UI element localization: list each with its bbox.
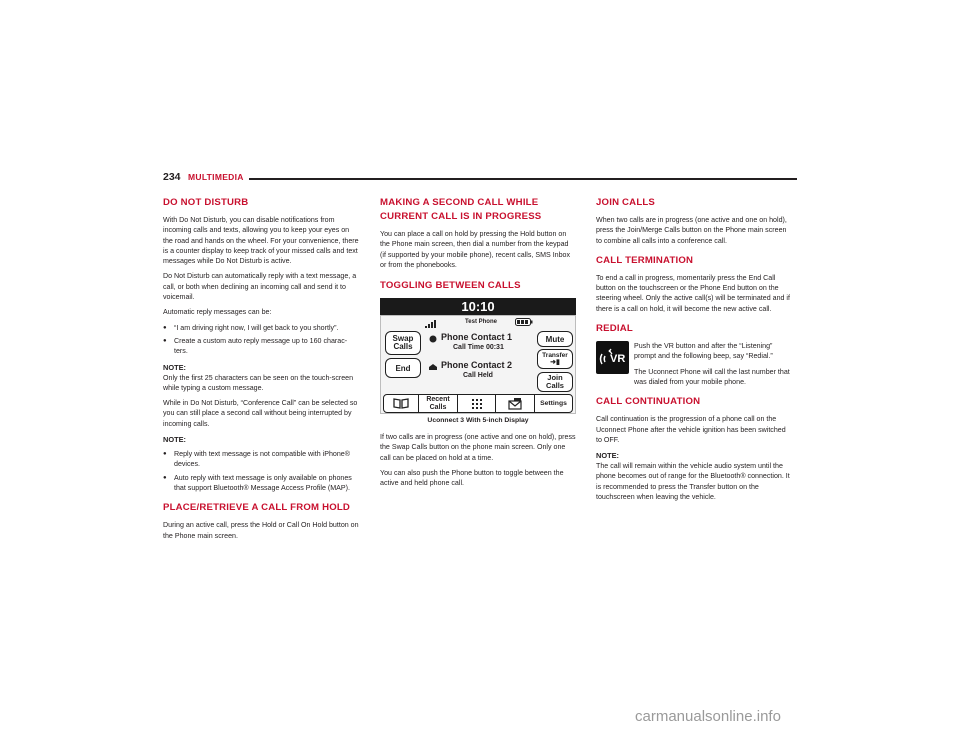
end-call-button[interactable]: End xyxy=(385,358,421,378)
watermark: carmanualsonline.info xyxy=(635,708,781,725)
redial-block xyxy=(596,341,792,387)
vr-button-icon xyxy=(596,341,629,374)
uconnect-screen-figure xyxy=(380,298,576,414)
redial-paragraph-1: Push the VR button and after the “Listening” prompt and the following beep, say “Redial.” xyxy=(634,342,773,361)
held-call-icon xyxy=(428,363,438,371)
toggle-heading: TOGGLING BETWEEN CALLS xyxy=(380,280,521,292)
page-number: 234 xyxy=(163,171,181,183)
page-header xyxy=(163,170,797,188)
phone-name: Test Phone xyxy=(465,319,497,326)
note-text: The call will remain within the vehicle audio system until the phone becomes out of range for the Bluetooth® connection. It is recommended to press the Transfer button on the touchscreen when leaving the vehicle. xyxy=(596,462,790,502)
vr-label: VR xyxy=(610,353,626,366)
settings-button[interactable]: Settings xyxy=(540,400,567,408)
screen-clock: 10:10 xyxy=(380,298,576,315)
dnd-paragraph-4: While in Do Not Disturb, “Conference Call” can be selected so you can still place a second call without being interrupted by incoming calls. xyxy=(163,399,358,428)
note-bullets xyxy=(163,449,359,493)
list-item: ● Auto reply with text message is only available on phones that support Bluetooth® Message Access Profile (MAP). xyxy=(163,473,359,494)
dnd-paragraph-3: Automatic reply messages can be: xyxy=(163,308,272,317)
column-1 xyxy=(163,196,359,546)
swap-calls-label: Swap Calls xyxy=(392,334,414,352)
note-label: NOTE: xyxy=(163,362,186,372)
dnd-paragraph-2: Do Not Disturb can automatically reply with a text message, a call, or both when declining an incoming call and send it to voicemail. xyxy=(163,272,357,302)
sms-envelope-icon xyxy=(508,398,522,410)
signal-icon xyxy=(425,320,437,328)
call-held-status: Call Held xyxy=(463,372,493,380)
mute-button[interactable]: Mute xyxy=(537,331,573,347)
call-termination-paragraph: To end a call in progress, momentarily press the End Call button on the touchscreen or the Phone End button on the steering wheel. Only the active call(s) will be terminated and if there is a call on hold, it will become the new active call. xyxy=(596,273,790,313)
call-time: Call Time 00:31 xyxy=(453,344,504,352)
redial-heading: REDIAL xyxy=(596,323,633,335)
contact-2-name: Phone Contact 2 xyxy=(441,360,513,371)
join-calls-paragraph: When two calls are in progress (one active and one on hold), press the Join/Merge Calls button on the Phone main screen to combine all calls into a conference call. xyxy=(596,216,787,245)
keypad-button[interactable] xyxy=(458,395,496,412)
join-calls-heading: JOIN CALLS xyxy=(596,197,656,208)
second-call-heading: MAKING A SECOND CALL WHILE CURRENT CALL IS IN PROGRESS xyxy=(380,197,542,222)
section-title: MULTIMEDIA xyxy=(188,172,244,182)
active-call-icon xyxy=(429,335,437,343)
dnd-bullets xyxy=(163,323,359,357)
redial-paragraph-2: The Uconnect Phone will call the last number that was dialed from your mobile phone. xyxy=(634,367,790,386)
dnd-paragraph-1: With Do Not Disturb, you can disable notifications from incoming calls and texts, allowing you to keep your eyes on the road and hands on the wheel. For your convenience, there is a counter display to keep track of your missed calls and text messages while Do Not Disturb is active. xyxy=(163,216,359,266)
swap-calls-button[interactable] xyxy=(385,331,421,355)
transfer-label: Transfer xyxy=(542,352,568,360)
call-termination-heading: CALL TERMINATION xyxy=(596,254,694,266)
figure-caption: Uconnect 3 With 5-inch Display xyxy=(427,417,529,425)
list-item: ● Reply with text message is not compatible with iPhone® devices. xyxy=(163,449,359,470)
toggle-paragraph-2: You can also push the Phone button to toggle between the active and held phone call. xyxy=(380,469,564,488)
battery-icon xyxy=(515,318,533,326)
call-continuation-paragraph: Call continuation is the progression of a phone call on the Uconnect Phone after the vehicle ignition has been switched to OFF. xyxy=(596,415,786,444)
list-item: ● Create a custom auto reply message up to 160 charac-ters. xyxy=(163,336,359,357)
dnd-heading: DO NOT DISTURB xyxy=(163,197,249,208)
second-call-paragraph: You can place a call on hold by pressing the Hold button on the Phone main screen, then dial a number from the keypad (if supported by your mobile phone), recent calls, SMS Inbox or from the phonebooks. xyxy=(380,230,571,269)
call-continuation-heading: CALL CONTINUATION xyxy=(596,396,701,408)
hold-paragraph: During an active call, press the Hold or Call On Hold button on the Phone main screen. xyxy=(163,521,359,540)
note-label: NOTE: xyxy=(596,451,619,461)
contact-1-name: Phone Contact 1 xyxy=(441,332,513,343)
toggle-paragraph-1: If two calls are in progress (one active and one on hold), press the Swap Calls button on the phone main screen. Only one call can be placed on hold at a time. xyxy=(380,433,576,462)
header-rule xyxy=(249,178,797,180)
transfer-phone-icon: ➜▮ xyxy=(550,359,560,367)
screen-body xyxy=(380,315,576,414)
hold-heading: PLACE/RETRIEVE A CALL FROM HOLD xyxy=(163,502,351,514)
note-label: NOTE: xyxy=(163,435,186,445)
keypad-icon xyxy=(472,399,482,409)
column-3 xyxy=(596,196,792,507)
note-text: Only the first 25 characters can be seen on the touch-screen while typing a custom message. xyxy=(163,373,354,392)
recent-calls-button[interactable] xyxy=(419,395,458,412)
phonebook-icon xyxy=(393,398,409,409)
transfer-button[interactable] xyxy=(537,349,573,369)
list-item: ● “I am driving right now, I will get back to you shortly”. xyxy=(163,323,359,333)
join-calls-button[interactable] xyxy=(537,372,573,392)
column-2 xyxy=(380,196,576,494)
recent-calls-label: Recent Calls xyxy=(426,396,450,411)
phonebook-button[interactable] xyxy=(384,395,419,412)
sms-button[interactable] xyxy=(496,395,535,412)
join-calls-label: Join Calls xyxy=(546,373,564,391)
